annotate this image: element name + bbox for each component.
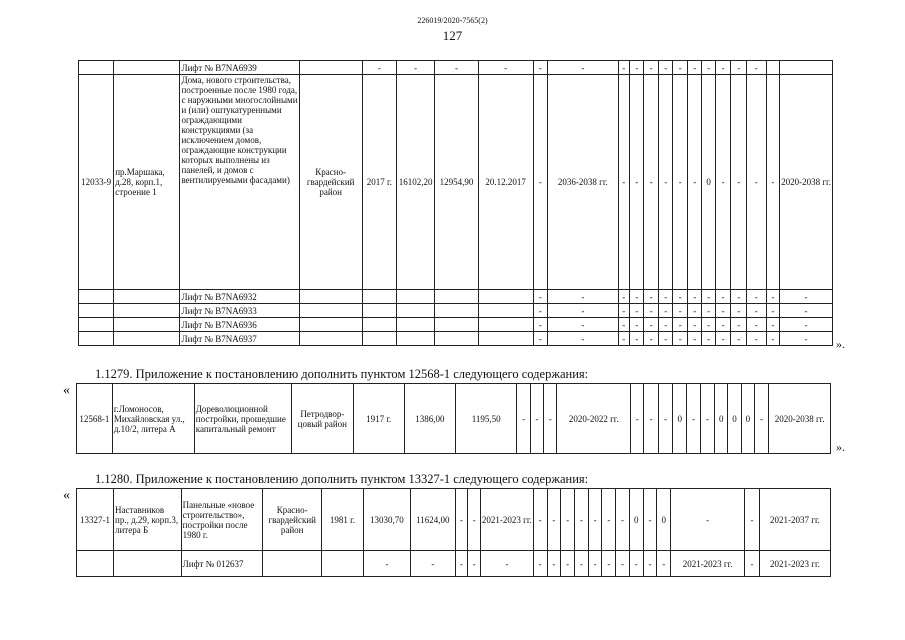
final-period: 2020-2038 гг. <box>780 75 833 290</box>
paragraph-1280: 1.1280. Приложение к постановлению дополнить пунктом 13327-1 следующего содержания: <box>95 472 589 486</box>
final-period: 2021-2023 гг. <box>759 551 830 577</box>
final-period: 2021-2037 гг. <box>759 489 830 551</box>
table-top <box>78 60 833 346</box>
address-cell: Наставников пр., д.29, корп.3, литера Б <box>114 489 182 551</box>
year-cell: 2017 г. <box>362 75 396 290</box>
table-row: Лифт № B7NA6932 - - - - - - - - - - - - - - <box>79 290 833 304</box>
table-row: Лифт № B7NA6933 - - - - - - - - - - - - - - <box>79 304 833 318</box>
object-cell: Панельные «новое строительство», постройки после 1980 г. <box>181 489 262 551</box>
table-row: 13327-1 Наставников пр., д.29, корп.3, литера Б Панельные «новое строительство», постройки после 1980 г. Красно-гвардейский район 1981 г. 13030,70 11624,00 - - 2021-2023 гг. - - - - - - - 0 - 0 - - 2021-2037 гг. <box>77 489 831 551</box>
table-row: Лифт № B7NA6937 - - - - - - - - - - - - - - <box>79 332 833 346</box>
table-row: 12033-9 пр.Маршака, д.28, корп.1, строение 1 Дома, нового строительства, построенные после 1980 года, с наружными многослойными и (или) оштукатуренными ограждающими конструкциями (за исключением домов, ограждающие конструкции которых выполнены из панелей, и домов с вентилируемыми фасадами) Красно-гвардейский район 2017 г. 16102,20 12954,90 20.12.2017 - 2036-2038 гг. - - - - - - 0 - - - - 2020-2038 гг. <box>79 75 833 290</box>
opening-quote: « <box>63 488 70 503</box>
table-row: 12568-1 г.Ломоносов, Михайловская ул., д.10/2, литера А Дореволюционной постройки, прошедшие капитальный ремонт Петродвор-цовый район 1917 г. 1386,00 1195,50 - - - 2020-2022 гг. - - - 0 - - 0 0 0 - 2020-2038 гг. <box>77 384 831 454</box>
object-cell: Лифт № B7NA6939 <box>180 61 299 75</box>
table-row: Лифт № 012637 - - - - - - - - - - - - - - - 2021-2023 гг. - 2021-2023 гг. <box>77 551 831 577</box>
object-cell: Лифт № 012637 <box>181 551 262 577</box>
address-cell: пр.Маршака, д.28, корп.1, строение 1 <box>114 75 180 290</box>
item-number: 12568-1 <box>77 384 113 454</box>
document-id: 226019/2020-7565(2) <box>417 16 488 25</box>
object-cell: Дореволюционной постройки, прошедшие капитальный ремонт <box>194 384 291 454</box>
object-cell: Дома, нового строительства, построенные после 1980 года, с наружными многослойными и (или) оштукатуренными ограждающими конструкциями (за исключением домов, ограждающие конструкции которых выполнены из панелей, и домов с вентилируемыми фасадами) <box>180 75 299 290</box>
page-number: 127 <box>442 28 463 43</box>
paragraph-1279: 1.1279. Приложение к постановлению дополнить пунктом 12568-1 следующего содержания: <box>95 367 589 381</box>
closing-quote: ». <box>836 337 845 351</box>
item-number: 12033-9 <box>79 75 114 290</box>
district-cell: Красно-гвардейский район <box>299 75 362 290</box>
district-cell: Петродвор-цовый район <box>292 384 353 454</box>
final-period: 2020-2038 гг. <box>769 384 831 454</box>
opening-quote: « <box>63 383 70 398</box>
item-number: 13327-1 <box>77 489 114 551</box>
table-12568-1 <box>76 383 831 454</box>
closing-quote: ». <box>836 440 845 454</box>
address-cell: г.Ломоносов, Михайловская ул., д.10/2, литера А <box>112 384 194 454</box>
table-13327-1 <box>76 488 831 577</box>
table-row: Лифт № B7NA6939 - - - - - - - - - - - - - - - - <box>79 61 833 75</box>
district-cell: Красно-гвардейский район <box>263 489 322 551</box>
table-row: Лифт № B7NA6936 - - - - - - - - - - - - - - <box>79 318 833 332</box>
